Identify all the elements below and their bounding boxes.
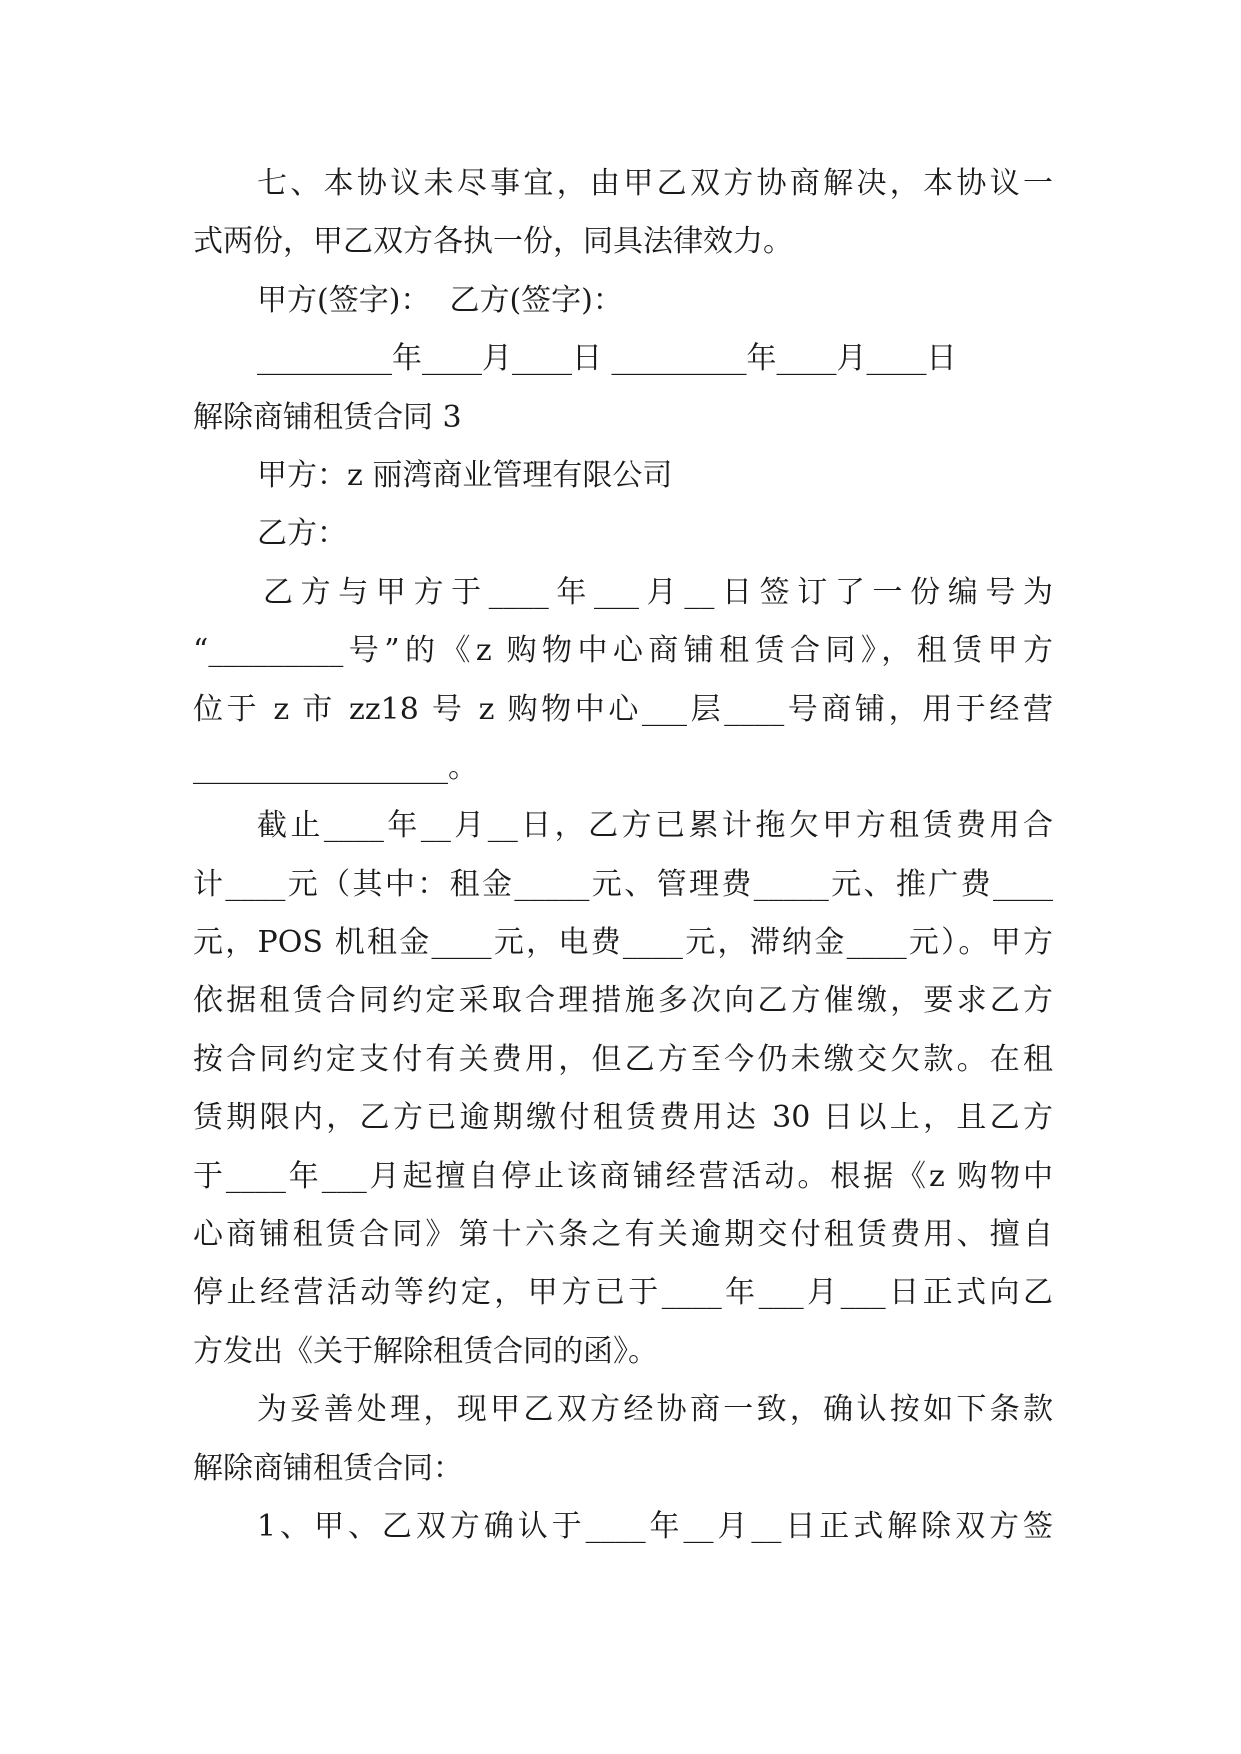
clause-7-line-2: 式两份，甲乙双方各执一份，同具法律效力。 <box>193 224 793 260</box>
paragraph-2-line-6: 赁期限内，乙方已逾期缴付租赁费用达 30 日以上，且乙方 <box>193 1100 1053 1136</box>
paragraph-2-line-2: 计____元（其中：租金_____元、管理费_____元、推广费____ <box>193 866 1053 902</box>
paragraph-2-line-10: 方发出《关于解除租赁合同的函》。 <box>193 1333 658 1369</box>
paragraph-2-line-4: 依据租赁合同约定采取合理措施多次向乙方催缴，要求乙方 <box>193 983 1053 1019</box>
paragraph-1-line-2: “_________号”的《z 购物中心商铺租赁合同》，租赁甲方 <box>193 633 1053 669</box>
section-heading: 解除商铺租赁合同 3 <box>193 399 462 435</box>
paragraph-2-line-3: 元，POS 机租金____元，电费____元，滞纳金____元）。甲方 <box>193 925 1053 961</box>
party-b: 乙方： <box>257 516 347 552</box>
paragraph-1-line-1: 乙方与甲方于____年___月__日签订了一份编号为 <box>263 574 1053 610</box>
party-a: 甲方：z 丽湾商业管理有限公司 <box>257 457 673 493</box>
document-body <box>193 155 1053 1556</box>
signature-dates: _________年____月____日 _________年____月____日 <box>257 341 957 377</box>
paragraph-2-line-8: 心商铺租赁合同》第十六条之有关逾期交付租赁费用、擅自 <box>193 1217 1053 1253</box>
paragraph-1-line-3: 位于 z 市 zz18 号 z 购物中心___层____号商铺，用于经营 <box>193 691 1053 727</box>
paragraph-3-line-1: 为妥善处理，现甲乙双方经协商一致，确认按如下条款 <box>257 1392 1053 1428</box>
paragraph-2-line-1: 截止____年__月__日，乙方已累计拖欠甲方租赁费用合 <box>257 808 1053 844</box>
term-1-line-1: 1、甲、乙双方确认于____年__月__日正式解除双方签 <box>257 1508 1053 1544</box>
signature-labels: 甲方(签字)： 乙方(签字)： <box>257 282 623 318</box>
paragraph-2-line-5: 按合同约定支付有关费用，但乙方至今仍未缴交欠款。在租 <box>193 1041 1053 1077</box>
paragraph-1-line-4: _________________。 <box>193 749 478 785</box>
paragraph-2-line-7: 于____年___月起擅自停止该商铺经营活动。根据《z 购物中 <box>193 1158 1053 1194</box>
clause-7-line-1: 七、本协议未尽事宜，由甲乙双方协商解决，本协议一 <box>257 166 1053 201</box>
paragraph-2-line-9: 停止经营活动等约定，甲方已于____年___月___日正式向乙 <box>193 1275 1053 1311</box>
paragraph-3-line-2: 解除商铺租赁合同： <box>193 1450 463 1486</box>
